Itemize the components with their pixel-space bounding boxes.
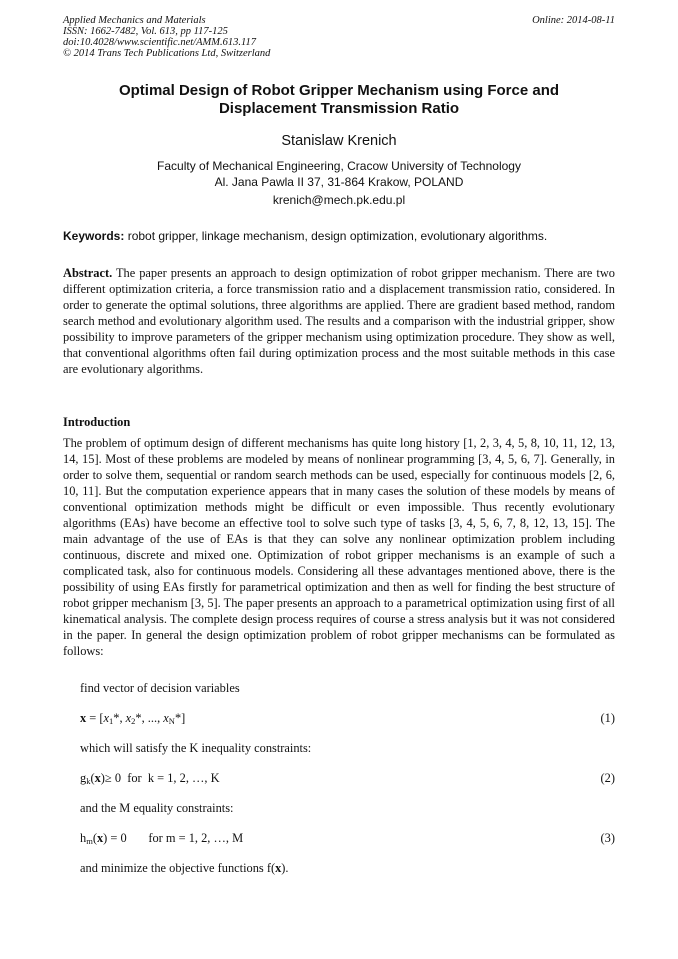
- equation-3-number: (3): [600, 831, 615, 845]
- affiliation-line-2: Al. Jana Pawla II 37, 31-864 Krakow, POLAND: [214, 175, 464, 189]
- keywords: [63, 229, 615, 244]
- title-line-1: Optimal Design of Robot Gripper Mechanism using Force and: [118, 82, 560, 99]
- equation-1-body: $x = [x_1*$, $x_2*$, ..., $x_N*$]: [80, 711, 186, 726]
- equation-2: [80, 770, 615, 786]
- section-heading-introduction: Introduction: [63, 415, 131, 429]
- equality-constraints-text: and the M equality constraints:: [80, 801, 234, 815]
- abstract-text: The paper presents an approach to design optimization of robot gripper mechanism. There are two different optimization criteria, a force transmission ratio and a displacement transmission ratio, considered. In order to generate the optimal solutions, three algorithms are applied. There are gradient based method, random search method and evolutionary algorithm used. The results and a comparison with the industrial gripper, show possibility to improve parameters of the gripper mechanism using optimization procedure. They show as well, that conventional algorithms often fail during optimization process and the most suitable methods in this case are evolutionary algorithms.: [63, 266, 615, 376]
- author-email: krenich@mech.pk.edu.pl: [272, 193, 406, 207]
- journal-doi: doi:10.4028/www.scientific.net/AMM.613.117: [63, 37, 256, 48]
- journal-copyright: © 2014 Trans Tech Publications Ltd, Switzerland: [63, 48, 271, 59]
- affiliation-line-1: Faculty of Mechanical Engineering, Cracow University of Technology: [157, 159, 521, 173]
- equation-3-body: $h_m(x) = 0$ for m = 1, 2, …, M: [80, 831, 244, 846]
- abstract-label: Abstract.: [63, 266, 113, 280]
- equation-1-number: (1): [600, 711, 615, 725]
- keywords-label: Keywords:: [63, 229, 125, 243]
- introduction-paragraph: The problem of optimum design of different mechanisms has quite long history [1, 2, 3, 4, 5, 8, 10, 11, 12, 13, 14, 15]. Most of these problems are modeled by means of nonlinear programming [3, 4, 5, 6, 7]. Generally, in order to solve them, sequential or random search methods can be used, especially for continuous models [2, 6, 10, 11]. But the computation experience appears that in many cases the solution of these models by means of conventional optimization methods might be difficult or even impossible. Thus recently evolutionary algorithms (EAs) have become an effective tool to solve such type of tasks [3, 4, 5, 6, 7, 8, 12, 13, 15]. The main advantage of the use of EAs is that they can solve any nonlinear optimization problem including continuous, discrete and mixed one. Optimization of robot gripper mechanisms is an example of such a complicated task, also for continuous models. Considering all these advantages mentioned above, there is the possibility of using EAs firstly for parametrical optimization and then as well for finding the best structure of robot gripper mechanism [3, 5]. The paper presents an approach to a parametrical optimization using first of all kinematical analysis. The complete design process requires of course a stress analysis but it was not considered in the paper. In general the design optimization problem of robot gripper mechanisms can be formulated as follows:: [63, 436, 615, 658]
- online-date: Online: 2014-08-11: [532, 15, 615, 26]
- inequality-constraints-text: which will satisfy the K inequality constraints:: [80, 741, 312, 755]
- minimize-objective-text: and minimize the objective functions f(x).: [80, 861, 289, 875]
- journal-name: Applied Mechanics and Materials: [63, 15, 206, 26]
- abstract: [63, 265, 615, 377]
- affiliation: [63, 158, 615, 190]
- equation-3: [80, 830, 615, 846]
- equation-1: [80, 710, 615, 726]
- find-vector-text: find vector of decision variables: [80, 681, 240, 695]
- author-name: Stanislaw Krenich: [281, 133, 397, 149]
- journal-issn: ISSN: 1662-7482, Vol. 613, pp 117-125: [63, 26, 228, 37]
- keywords-text: robot gripper, linkage mechanism, design optimization, evolutionary algorithms.: [124, 229, 548, 243]
- paper-title: [63, 82, 615, 118]
- equation-2-body: $g_k(x)\ge 0$ for k = 1, 2, …, K: [80, 771, 220, 786]
- title-line-2: Displacement Transmission Ratio: [218, 100, 460, 117]
- journal-header: [63, 15, 615, 59]
- equation-2-number: (2): [600, 771, 615, 785]
